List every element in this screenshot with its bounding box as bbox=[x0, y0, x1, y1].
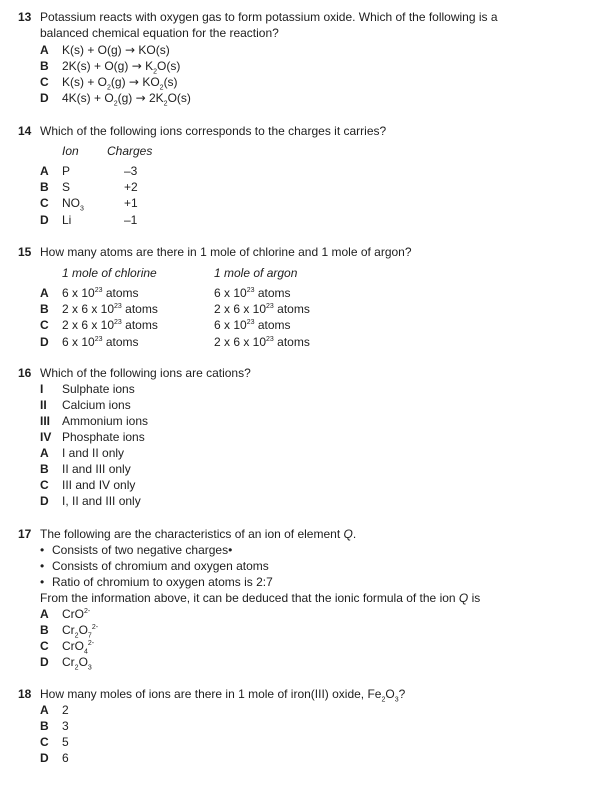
column-header-chlorine: 1 mole of chlorine bbox=[62, 266, 157, 280]
question-text-cont: balanced chemical equation for the reaction? bbox=[40, 26, 279, 40]
ion: P bbox=[62, 164, 71, 178]
column-header-ion: Ion bbox=[62, 144, 79, 158]
equation: K(s) + O(g) → KO(s) bbox=[62, 43, 170, 57]
chlorine-value: 6 x $10^{23}$ atoms bbox=[62, 335, 139, 349]
ionic-formula: $Cr_2O_7^{2-}$ bbox=[62, 623, 99, 640]
question-number: 16 bbox=[18, 366, 32, 380]
question-text: Potassium reacts with oxygen gas to form potassium oxide. Which of the following is a bbox=[40, 10, 498, 24]
equation: $2K(s) + O(g) \to K_2O(s)$ bbox=[62, 59, 181, 76]
question-number: 18 bbox=[18, 687, 32, 701]
question-number: 15 bbox=[18, 245, 32, 259]
ion: Li bbox=[62, 213, 72, 227]
question-text: Which of the following ions are cations? bbox=[40, 366, 251, 380]
chlorine-value: 6 x $10^{23}$ atoms bbox=[62, 286, 139, 300]
question-text: The following are the characteristics of an ion of element Q. bbox=[40, 527, 357, 541]
equation: $4K(s) + O_2(g) \to 2K_2O(s)$ bbox=[62, 91, 191, 108]
question-number: 13 bbox=[18, 10, 32, 24]
equation: $K(s) + O_2(g) \to KO_2(s)$ bbox=[62, 75, 178, 92]
question-number: 17 bbox=[18, 527, 32, 541]
argon-value: 2 x 6 x $10^{23}$ atoms bbox=[214, 302, 310, 316]
charge: +1 bbox=[124, 196, 138, 210]
question-text: How many atoms are there in 1 mole of chlorine and 1 mole of argon? bbox=[40, 245, 412, 259]
argon-value: 6 x $10^{23}$ atoms bbox=[214, 318, 291, 332]
argon-value: 6 x $10^{23}$ atoms bbox=[214, 286, 291, 300]
charge: –1 bbox=[124, 213, 138, 227]
charge: –3 bbox=[124, 164, 138, 178]
chlorine-value: 2 x 6 x $10^{23}$ atoms bbox=[62, 318, 158, 332]
charge: +2 bbox=[124, 180, 138, 194]
column-header-argon: 1 mole of argon bbox=[214, 266, 298, 280]
column-header-charges: Charges bbox=[107, 144, 153, 158]
question-number: 14 bbox=[18, 124, 32, 138]
ion: $NO_3$ bbox=[62, 196, 84, 213]
argon-value: 2 x 6 x $10^{23}$ atoms bbox=[214, 335, 310, 349]
ion: S bbox=[62, 180, 71, 194]
ionic-formula: CrO$_4^{2-}$ bbox=[62, 639, 95, 656]
chlorine-value: 2 x 6 x $10^{23}$ atoms bbox=[62, 302, 158, 316]
ionic-formula: $Cr_2O_3$ bbox=[62, 655, 92, 672]
question-text: How many moles of ions are there in 1 mole of iron(III) oxide, $Fe_2O_3$? bbox=[40, 687, 406, 704]
deduction-text: From the information above, it can be deduced that the ionic formula of the ion Q is bbox=[40, 591, 481, 605]
question-text: Which of the following ions corresponds to the charges it carries? bbox=[40, 124, 387, 138]
ionic-formula: CrO$^{2-}$ bbox=[62, 607, 91, 621]
